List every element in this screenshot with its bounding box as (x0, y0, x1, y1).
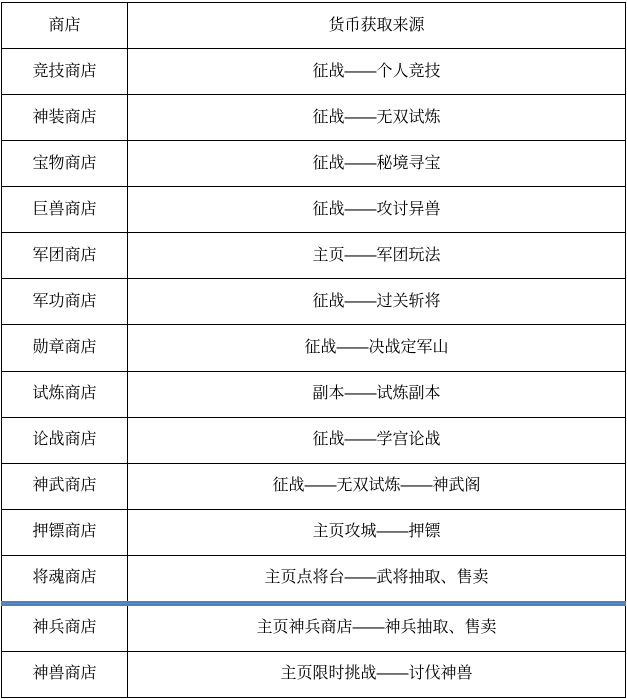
source-cell: 征战——过关斩将 (312, 292, 441, 310)
source-cell: 征战——攻讨异兽 (312, 200, 441, 218)
table-row (2, 187, 625, 233)
source-cell: 征战——学宫论战 (312, 431, 441, 449)
shop-cell: 论战商店 (2, 418, 128, 463)
shop-cell: 神装商店 (2, 95, 128, 140)
shop-cell: 军团商店 (2, 233, 128, 278)
shop-cell: 押镖商店 (2, 510, 128, 555)
table-row (2, 279, 625, 325)
source-cell: 主页神兵商店——神兵抽取、售卖 (256, 619, 497, 637)
source-cell: 副本——试炼副本 (312, 385, 441, 403)
shop-cell: 巨兽商店 (2, 187, 128, 232)
source-cell: 征战——无双试炼——神武阁 (272, 477, 481, 495)
source-cell: 主页限时挑战——讨伐神兽 (280, 665, 473, 683)
table-row (2, 233, 625, 279)
source-cell: 主页点将台——武将抽取、售卖 (264, 569, 489, 587)
table-row (2, 325, 625, 371)
shop-cell: 神武商店 (2, 464, 128, 509)
table-header-row (2, 3, 625, 49)
source-cell: 征战——个人竞技 (312, 62, 441, 80)
source-cell: 主页攻城——押镖 (312, 523, 441, 541)
header-shop: 商店 (2, 3, 128, 48)
source-cell: 征战——决战定军山 (304, 338, 449, 356)
shop-cell: 试炼商店 (2, 372, 128, 417)
shop-cell: 军功商店 (2, 279, 128, 324)
table-row (2, 95, 625, 141)
shop-cell: 宝物商店 (2, 141, 128, 186)
shop-cell: 神兵商店 (2, 606, 128, 651)
header-source: 货币获取来源 (328, 16, 425, 34)
shop-currency-table (1, 2, 626, 698)
table-row (2, 510, 625, 556)
table-row (2, 372, 625, 418)
shop-cell: 勋章商店 (2, 325, 128, 370)
source-cell: 征战——秘境寻宝 (312, 154, 441, 172)
table-row (2, 49, 625, 95)
table-row (2, 606, 625, 652)
shop-cell: 神兽商店 (2, 652, 128, 697)
table-row (2, 418, 625, 464)
table-row (2, 556, 625, 601)
shop-cell: 竞技商店 (2, 49, 128, 94)
source-cell: 主页——军团玩法 (312, 246, 441, 264)
shop-cell: 将魂商店 (2, 556, 128, 601)
source-cell: 征战——无双试炼 (312, 108, 441, 126)
table-row (2, 141, 625, 187)
table-row (2, 464, 625, 510)
table-row (2, 652, 625, 697)
